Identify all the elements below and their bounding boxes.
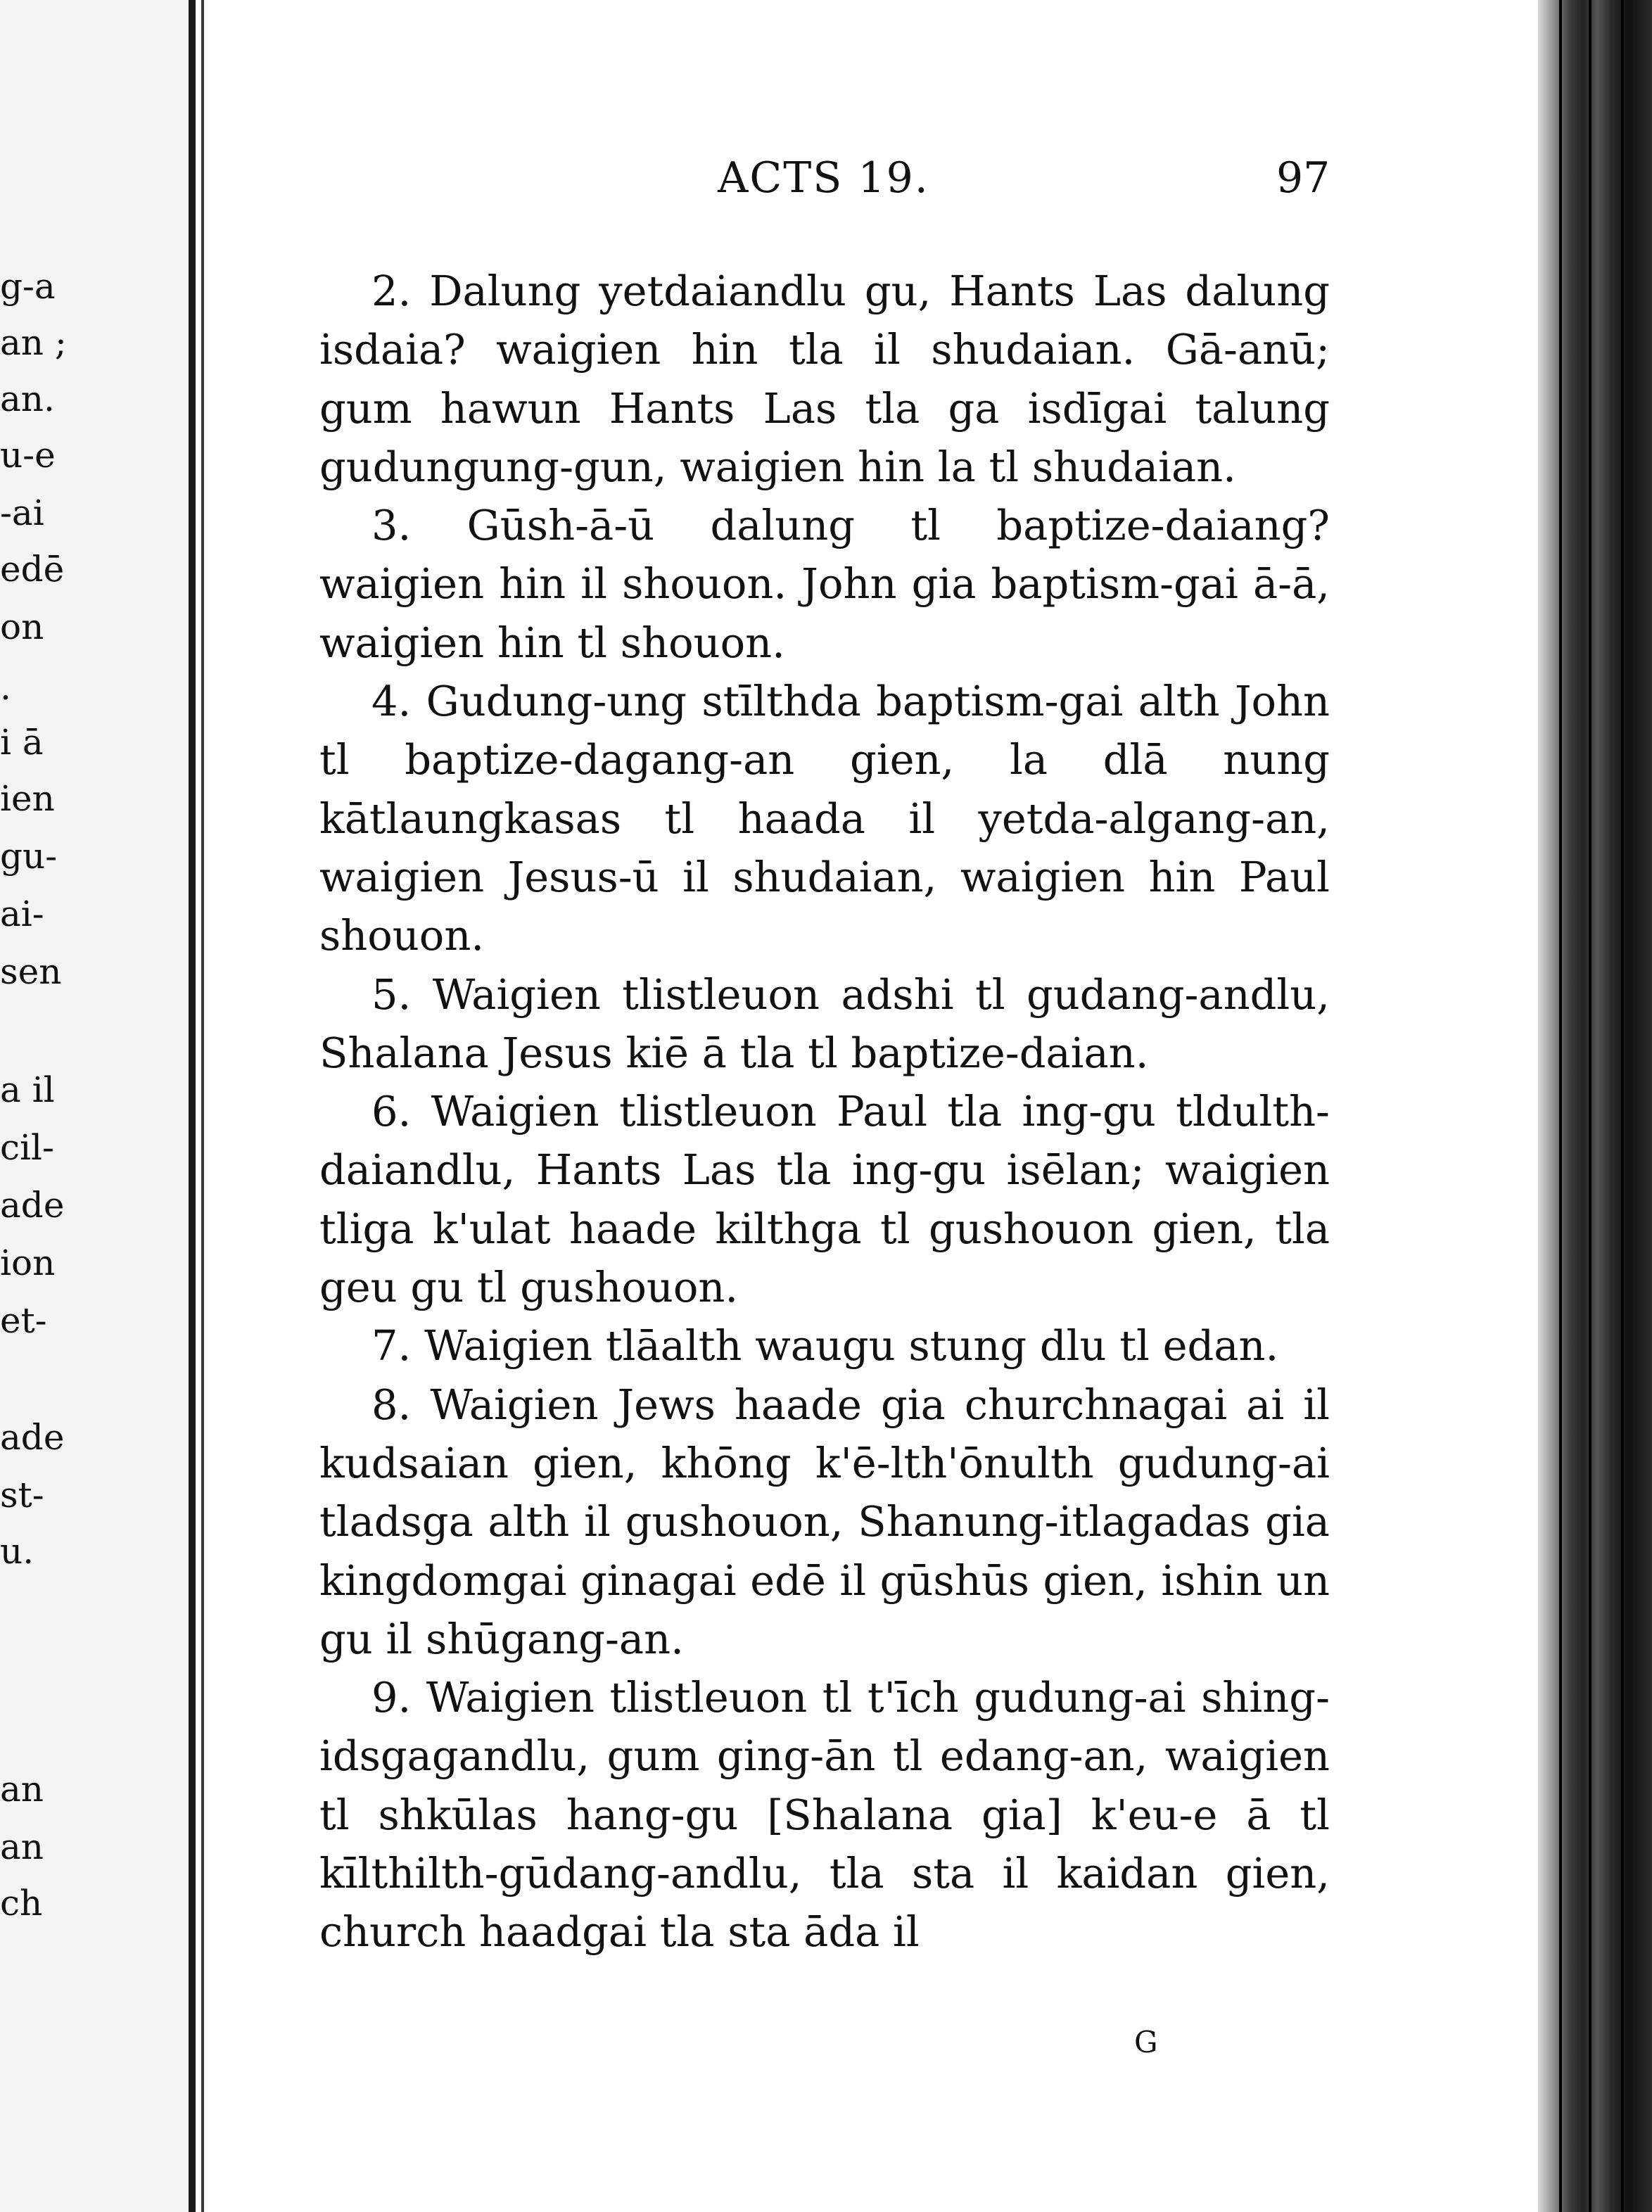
verse-text: Waigien tlistleuon Paul tla ing-gu tldulth-daiandlu, Hants Las tla ing-gu isēlan; waigien tliga k'ulat haade kilthga tl gushouon gien, tla geu gu tl gushouon. [319,1087,1330,1312]
facing-page-text-fragment: ade [0,1185,65,1226]
verse-5 [319,965,1330,1083]
facing-page-fragment [0,0,191,2212]
facing-page-text-fragment: ien [0,778,55,819]
facing-page-text-fragment: g-a [0,266,56,307]
verse-2 [319,262,1330,496]
facing-page-text-fragment: i ā [0,722,44,763]
facing-page-text-fragment: cil- [0,1127,54,1168]
verse-number: 6. [371,1087,412,1136]
facing-page-text-fragment: ch [0,1883,43,1924]
facing-page-text-fragment: ion [0,1242,56,1283]
verse-text: Gūsh-ā-ū dalung tl baptize-daiang? waigien hin il shouon. John gia baptism-gai ā-ā, waigien hin tl shouon. [319,501,1330,667]
main-page [205,0,1538,2212]
facing-page-text-fragment: -ai [0,492,44,533]
page-edge-line [1589,0,1591,2212]
facing-page-edge [189,0,196,2212]
verse-number: 5. [371,970,412,1019]
signature-mark: G [1134,2025,1158,2059]
verse-text: Gudung-ung stīlthda baptism-gai alth John tl baptize-dagang-an gien, la dlā nung kātlaungkasas tl haada il yetda-algang-an, waigien Jesus-ū il shudaian, waigien hin Paul shouon. [319,677,1330,960]
verse-text: Waigien tlistleuon tl t'īch gudung-ai shing-idsgagandlu, gum ging-ān tl edang-an, waigien tl shkūlas hang-gu [Shalana gia] k'eu-e ā tl kīlthilth-gūdang-andlu, tla sta il kaidan gien, church haadgai tla sta āda il [319,1673,1330,1957]
verse-8 [319,1375,1330,1668]
page-edge-shadow [1538,0,1652,2212]
verse-7 [319,1316,1330,1375]
facing-page-text-fragment: ade [0,1417,65,1458]
verse-3 [319,496,1330,672]
text-block [319,262,1330,1962]
facing-page-text-fragment: st- [0,1475,44,1515]
verse-text: Waigien tlistleuon adshi tl gudang-andlu, Shalana Jesus kiē ā tla tl baptize-daian. [319,970,1330,1077]
running-head [205,153,1538,210]
verse-text: Waigien Jews haade gia churchnagai ai il kudsaian gien, khōng k'ē-lth'ōnulth gudung-ai tladsga alth il gushouon, Shanung-itlagadas gia kingdomgai ginagai edē il gūshūs gien, ishin un gu il shūgang-an. [319,1380,1330,1663]
verse-6 [319,1082,1330,1316]
verse-number: 8. [371,1380,412,1429]
page-number: 97 [1276,153,1330,203]
facing-page-text-fragment: gu- [0,836,58,877]
facing-page-text-fragment: on [0,606,44,647]
page-edge-line [1559,0,1562,2212]
verse-9 [319,1668,1330,1961]
verse-text: Waigien tlāalth waugu stung dlu tl edan. [424,1321,1279,1371]
facing-page-text-fragment: an ; [0,322,67,363]
facing-page-text-fragment: a il [0,1069,55,1110]
running-head-title: ACTS 19. [718,153,929,203]
facing-page-text-fragment: an [0,1769,44,1810]
facing-page-text-fragment: u-e [0,435,56,476]
verse-text: Dalung yetdaiandlu gu, Hants Las dalung isdaia? waigien hin tla il shudaian. Gā-anū; gum hawun Hants Las tla ga isdīgai talung gudungung-gun, waigien hin la tl shudaian. [319,267,1330,491]
facing-page-text-fragment: an. [0,379,55,419]
facing-page-text-fragment: ai- [0,894,44,934]
facing-page-text-fragment: et- [0,1300,47,1341]
gutter-line [201,0,204,2212]
facing-page-text-fragment: sen [0,951,62,992]
verse-number: 4. [371,677,412,726]
facing-page-text-fragment: an [0,1826,44,1867]
page-edge-line [1621,0,1624,2212]
verse-number: 9. [371,1673,412,1722]
facing-page-text-fragment: u. [0,1531,34,1572]
verse-number: 7. [371,1321,412,1371]
facing-page-text-fragment: edē [0,549,65,590]
facing-page-text-fragment: . [0,667,11,708]
verse-4 [319,672,1330,965]
verse-number: 2. [371,267,412,315]
verse-number: 3. [371,501,412,550]
